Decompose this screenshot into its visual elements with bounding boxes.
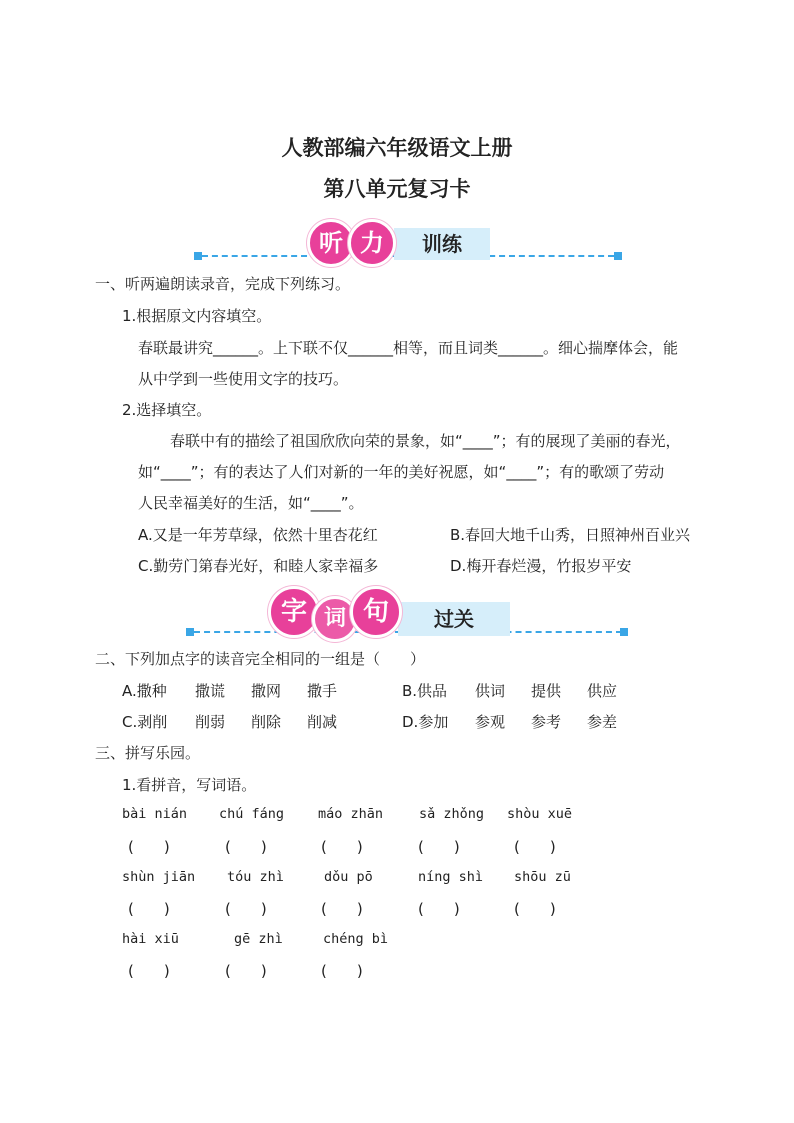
q2-optC-4: 削减	[307, 713, 338, 731]
banner2-circle-zi: 字	[268, 586, 320, 638]
q1-heading: 一、听两遍朗读录音，完成下列练习。	[95, 275, 351, 293]
banner2-circle-ci: 词	[312, 596, 358, 642]
q1-sub2-label: 2.选择填空。	[122, 401, 212, 419]
answer-box[interactable]: ( )	[225, 962, 267, 980]
q1-sub2-line3: 人民幸福美好的生活，如“____”。	[138, 494, 364, 512]
banner2-circle-ju: 句	[350, 586, 402, 638]
q2-optC-1: C.剥削	[122, 713, 168, 731]
answer-box[interactable]: ( )	[225, 900, 267, 918]
q2-optB-2: 供词	[475, 682, 506, 700]
q2-optC-3: 削除	[251, 713, 282, 731]
q2-optB-3: 提供	[531, 682, 562, 700]
q3-sub1-label: 1.看拼音，写词语。	[122, 776, 257, 794]
pinyin-item: chú fáng	[219, 806, 285, 822]
q2-optA-2: 撒谎	[195, 682, 226, 700]
banner-circle-ting: 听	[307, 219, 355, 267]
answer-box[interactable]: ( )	[321, 838, 363, 856]
page-subtitle: 第八单元复习卡	[323, 176, 471, 201]
q2-optD-2: 参观	[475, 713, 506, 731]
answer-box[interactable]: ( )	[128, 900, 170, 918]
q1-sub2-line2: 如“____”；有的表达了人们对新的一年的美好祝愿，如“____”；有的歌颂了劳动	[138, 463, 665, 481]
pinyin-item: chéng bì	[323, 931, 389, 947]
q2-optB-4: 供应	[587, 682, 618, 700]
q1-sub1-line1: 春联最讲究______。上下联不仅______相等，而且词类______。细心揣摩体会，能	[138, 339, 679, 357]
q1-sub2-line1: 春联中有的描绘了祖国欣欣向荣的景象，如“____”；有的展现了美丽的春光，	[170, 432, 681, 450]
answer-box[interactable]: ( )	[418, 900, 460, 918]
q2-optB-1: B.供品	[402, 682, 448, 700]
q2-optD-3: 参考	[531, 713, 562, 731]
answer-box[interactable]: ( )	[225, 838, 267, 856]
pinyin-item: shùn jiān	[122, 869, 196, 885]
answer-box[interactable]: ( )	[514, 838, 556, 856]
pinyin-item: máo zhān	[318, 806, 384, 822]
q1-sub1-line2: 从中学到一些使用文字的技巧。	[138, 370, 349, 388]
q3-heading: 三、拼写乐园。	[95, 744, 201, 762]
answer-box[interactable]: ( )	[418, 838, 460, 856]
banner2-square-left	[186, 628, 194, 636]
banner2-tag-guoguan: 过关	[398, 602, 510, 636]
pinyin-item: tóu zhì	[227, 869, 284, 885]
pinyin-item: sǎ zhǒng	[419, 806, 485, 822]
pinyin-item: gē zhì	[234, 931, 283, 947]
q2-optD-4: 参差	[587, 713, 618, 731]
q2-optA-3: 撒网	[251, 682, 282, 700]
pinyin-item: hài xiū	[122, 931, 179, 947]
pinyin-item: dǒu pō	[324, 869, 373, 885]
banner-square-left	[194, 252, 202, 260]
answer-box[interactable]: ( )	[321, 962, 363, 980]
q2-optD-1: D.参加	[402, 713, 449, 731]
q2-optA-4: 撒手	[307, 682, 338, 700]
pinyin-item: níng shì	[418, 869, 484, 885]
q2-optA-1: A.撒种	[122, 682, 167, 700]
banner-square-right	[614, 252, 622, 260]
answer-box[interactable]: ( )	[128, 962, 170, 980]
q1-sub1-label: 1.根据原文内容填空。	[122, 307, 272, 325]
banner-circle-li: 力	[348, 219, 396, 267]
pinyin-item: shòu xuē	[507, 806, 573, 822]
answer-box[interactable]: ( )	[514, 900, 556, 918]
q1-option-d: D.梅开春烂漫，竹报岁平安	[450, 557, 632, 575]
q2-heading: 二、下列加点字的读音完全相同的一组是（ ）	[95, 650, 426, 668]
page-title: 人教部编六年级语文上册	[281, 135, 513, 160]
q1-option-c: C.勤劳门第春光好，和睦人家幸福多	[138, 557, 379, 575]
pinyin-item: bài nián	[122, 806, 188, 822]
q1-option-b: B.春回大地千山秀，日照神州百业兴	[450, 526, 691, 544]
q1-option-a: A.又是一年芳草绿，依然十里杏花红	[138, 526, 378, 544]
answer-box[interactable]: ( )	[128, 838, 170, 856]
pinyin-item: shōu zū	[514, 869, 571, 885]
answer-box[interactable]: ( )	[321, 900, 363, 918]
q2-optC-2: 削弱	[195, 713, 226, 731]
banner-tag-xunlian: 训练	[394, 228, 490, 260]
banner2-square-right	[620, 628, 628, 636]
